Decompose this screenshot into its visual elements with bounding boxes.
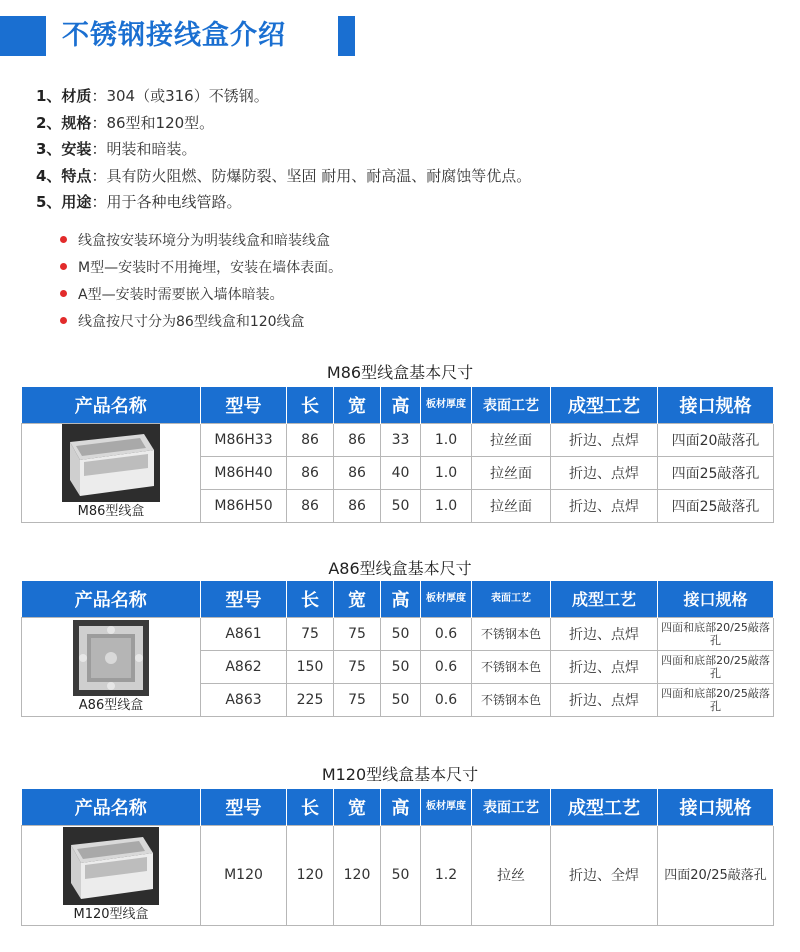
- col-header: 宽: [334, 581, 381, 617]
- bullet-item: 线盒按安装环境分为明装线盒和暗装线盒: [60, 228, 660, 255]
- table-cell: 86: [287, 489, 334, 522]
- spec-item: 3、安装：明装和暗装。: [36, 140, 197, 158]
- col-header: [421, 789, 472, 825]
- col-header: 高: [381, 789, 421, 825]
- a86-spec-table: [21, 581, 774, 717]
- table-row: [22, 617, 774, 650]
- table-cell: A861: [201, 617, 287, 650]
- table-cell: 四面25敲落孔: [658, 456, 774, 489]
- table-cell: 33: [381, 423, 421, 456]
- table-cell: 四面和底部20/25敲落孔: [658, 650, 774, 683]
- table-cell: 86: [334, 423, 381, 456]
- col-header: [472, 581, 551, 617]
- table-cell: M86H40: [201, 456, 287, 489]
- col-header: 接口规格: [658, 789, 774, 825]
- table-cell: 四面20敲落孔: [658, 423, 774, 456]
- col-header: 成型工艺: [551, 581, 658, 617]
- m120-box-image: [63, 827, 159, 905]
- bullet-dot-icon: [60, 236, 67, 243]
- m120-spec-table: [21, 789, 774, 926]
- col-header: 宽: [334, 387, 381, 423]
- col-header: 接口规格: [658, 387, 774, 423]
- spec-list: [36, 83, 736, 216]
- m86-spec-table: [21, 387, 774, 523]
- table-cell: 50: [381, 489, 421, 522]
- table-cell: 1.0: [421, 456, 472, 489]
- col-header: 型号: [201, 581, 287, 617]
- table-cell: 四面和底部20/25敲落孔: [658, 683, 774, 716]
- table-cell: 50: [381, 825, 421, 925]
- table-cell: 不锈钢本色: [472, 683, 551, 716]
- page-header: [0, 16, 800, 56]
- a86-box-image: [73, 620, 149, 696]
- table-cell: 75: [334, 617, 381, 650]
- table-cell: 四面20/25敲落孔: [658, 825, 774, 925]
- col-header: 宽: [334, 789, 381, 825]
- table-cell: 120: [334, 825, 381, 925]
- spec-item: 2、规格：86型和120型。: [36, 113, 215, 132]
- table-cell: 折边、点焊: [551, 683, 658, 716]
- col-header: 产品名称: [22, 581, 201, 617]
- bullet-dot-icon: [60, 317, 67, 324]
- table-cell: 50: [381, 650, 421, 683]
- table-cell: 1.0: [421, 489, 472, 522]
- col-header-text: 表面工艺: [491, 592, 531, 604]
- table-cell: 折边、点焊: [551, 650, 658, 683]
- table-cell: 折边、点焊: [551, 423, 658, 456]
- table-cell: 拉丝面: [472, 423, 551, 456]
- table-cell: M120: [201, 825, 287, 925]
- bullet-item: A型—安装时需要嵌入墙体暗装。: [60, 282, 660, 309]
- table-cell: 折边、点焊: [551, 617, 658, 650]
- table-cell: 拉丝: [472, 825, 551, 925]
- spec-item: 4、特点：具有防火阻燃、防爆防裂、坚固 耐用、耐高温、耐腐蚀等优点。: [36, 166, 532, 185]
- col-header: 型号: [201, 789, 287, 825]
- table-cell: 86: [334, 456, 381, 489]
- spec-item: 1、材质：304（或316）不锈钢。: [36, 87, 269, 105]
- bullet-dot-icon: [60, 263, 67, 270]
- table-cell: 0.6: [421, 650, 472, 683]
- col-header: 成型工艺: [551, 789, 658, 825]
- product-image-cell: [22, 617, 201, 716]
- header-accent-bar: [0, 16, 46, 56]
- col-header: 表面工艺: [472, 789, 551, 825]
- bullet-dot-icon: [60, 290, 67, 297]
- table-cell: 折边、全焊: [551, 825, 658, 925]
- m120-table-caption: M120型线盒基本尺寸: [321, 765, 479, 784]
- spec-item: 5、用途：用于各种电线管路。: [36, 193, 242, 211]
- table-cell: 150: [287, 650, 334, 683]
- table-cell: 75: [334, 683, 381, 716]
- col-header-text: 板材厚度: [426, 592, 466, 604]
- a86-table-caption: A86型线盒基本尺寸: [328, 559, 472, 578]
- col-header: 高: [381, 387, 421, 423]
- product-image-label: M120型线盒: [73, 906, 149, 922]
- table-cell: M86H50: [201, 489, 287, 522]
- product-image-label: A86型线盒: [78, 697, 144, 713]
- table-cell: 0.6: [421, 683, 472, 716]
- col-header: 产品名称: [22, 789, 201, 825]
- header-accent-bar-right: [338, 16, 355, 56]
- col-header: 长: [287, 789, 334, 825]
- table-cell: A863: [201, 683, 287, 716]
- col-header: 表面工艺: [472, 387, 551, 423]
- col-header: 型号: [201, 387, 287, 423]
- table-header-row: [22, 387, 774, 423]
- table-cell: 拉丝面: [472, 456, 551, 489]
- table-cell: 四面和底部20/25敲落孔: [658, 617, 774, 650]
- col-header: 成型工艺: [551, 387, 658, 423]
- table-cell: 86: [334, 489, 381, 522]
- table-cell: 75: [334, 650, 381, 683]
- table-cell: 50: [381, 683, 421, 716]
- bullet-list: [60, 228, 660, 336]
- table-row: [22, 423, 774, 456]
- table-cell: 50: [381, 617, 421, 650]
- table-header-row: [22, 581, 774, 617]
- col-header: [421, 581, 472, 617]
- table-cell: 225: [287, 683, 334, 716]
- table-header-row: [22, 789, 774, 825]
- col-header: 长: [287, 581, 334, 617]
- col-header: 接口规格: [658, 581, 774, 617]
- page-title: 不锈钢接线盒介绍: [62, 20, 286, 51]
- product-image-cell: [22, 423, 201, 522]
- bullet-item: 线盒按尺寸分为86型线盒和120线盒: [60, 309, 660, 336]
- col-header: [421, 387, 472, 423]
- table-cell: 拉丝面: [472, 489, 551, 522]
- table-cell: 86: [287, 423, 334, 456]
- col-header: 长: [287, 387, 334, 423]
- table-cell: 1.0: [421, 423, 472, 456]
- bullet-item: M型—安装时不用掩埋，安装在墙体表面。: [60, 255, 660, 282]
- table-cell: 不锈钢本色: [472, 617, 551, 650]
- table-cell: 120: [287, 825, 334, 925]
- product-image-cell: [22, 825, 201, 925]
- table-cell: 40: [381, 456, 421, 489]
- table-row: [22, 825, 774, 925]
- table-cell: 75: [287, 617, 334, 650]
- table-cell: 86: [287, 456, 334, 489]
- m86-table-caption: M86型线盒基本尺寸: [326, 363, 474, 382]
- table-cell: 不锈钢本色: [472, 650, 551, 683]
- product-image-label: M86型线盒: [77, 503, 145, 519]
- table-cell: 1.2: [421, 825, 472, 925]
- col-header: 高: [381, 581, 421, 617]
- col-header: 产品名称: [22, 387, 201, 423]
- table-cell: 0.6: [421, 617, 472, 650]
- table-cell: 折边、点焊: [551, 489, 658, 522]
- col-header-text: 板材厚度: [426, 800, 466, 812]
- table-cell: 折边、点焊: [551, 456, 658, 489]
- m86-box-image: [62, 424, 160, 502]
- table-cell: A862: [201, 650, 287, 683]
- col-header-text: 板材厚度: [426, 398, 466, 410]
- table-cell: M86H33: [201, 423, 287, 456]
- table-cell: 四面25敲落孔: [658, 489, 774, 522]
